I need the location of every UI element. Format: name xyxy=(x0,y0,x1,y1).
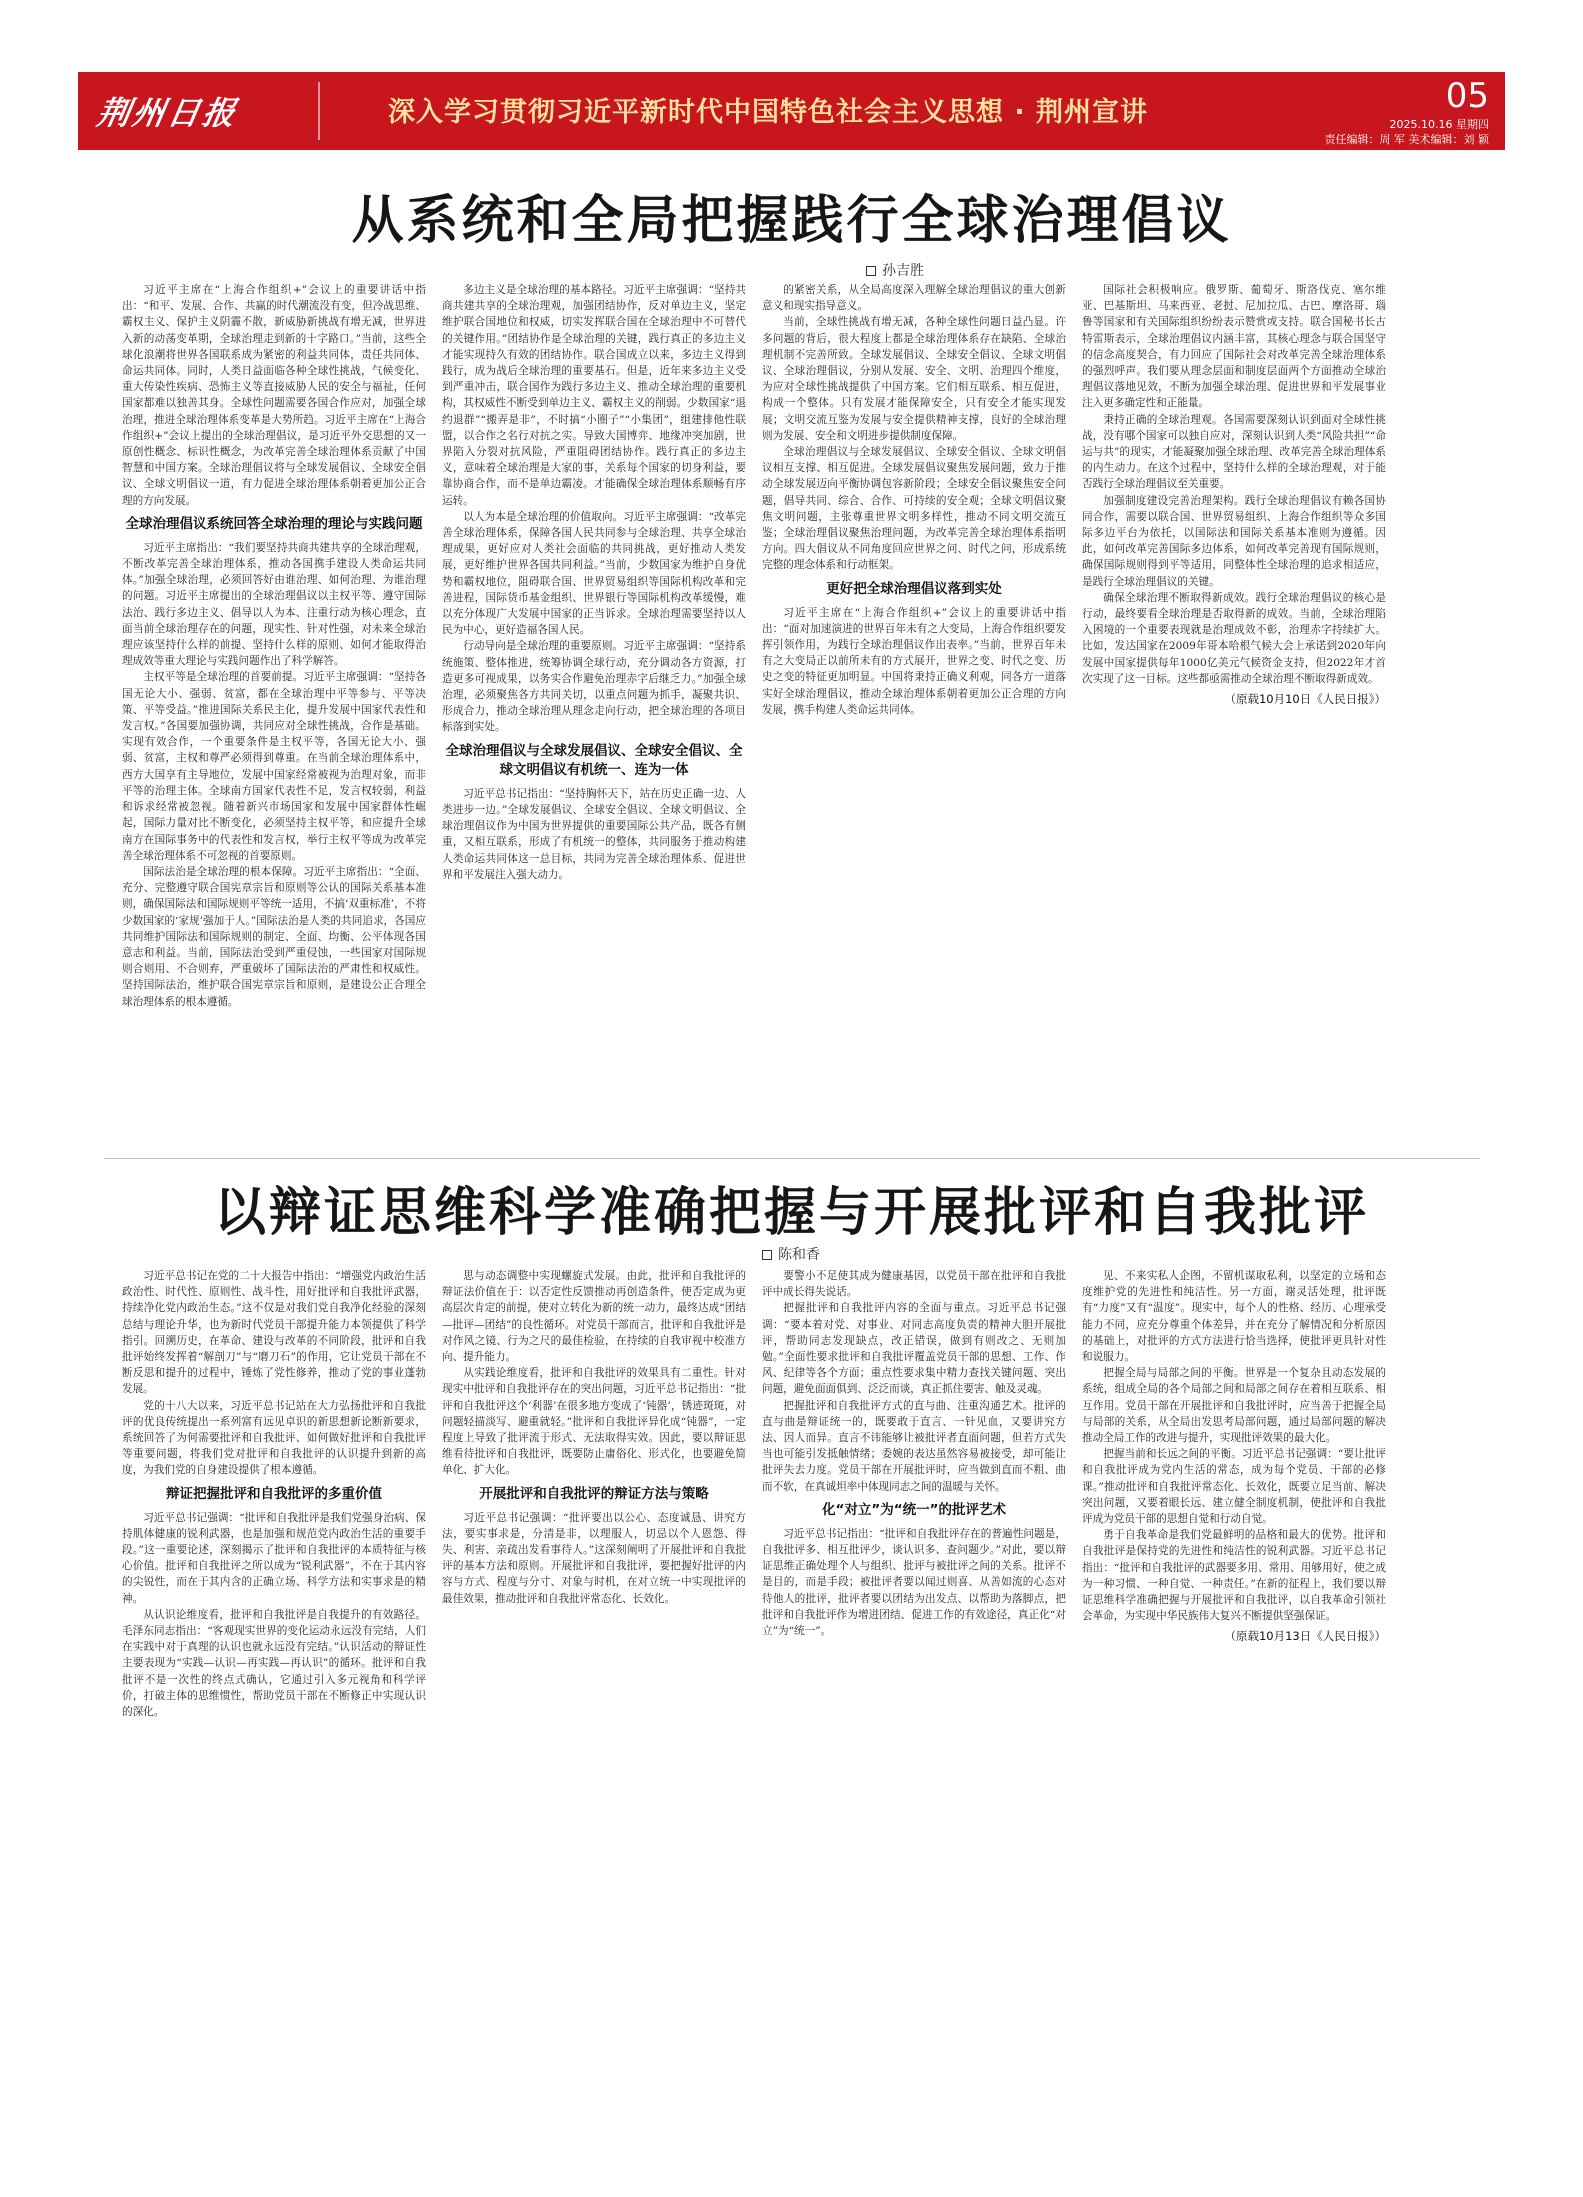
paragraph: 习近平总书记强调：“批评和自我批评是我们党强身治病、保持肌体健康的锐利武器，也是加强和规范党内政治生活的重要手段。”这一重要论述，深刻揭示了批评和自我批评的本质特征与核心价值。批评和自我批评之所以成为“锐利武器”，不在于其内容的尖锐性，而在于其内含的正确立场、科学方法和实事求是的精神。 xyxy=(122,1511,426,1605)
article-divider xyxy=(104,1158,1480,1159)
article1-source: （原载10月10日《人民日报》） xyxy=(1224,692,1386,707)
article2-column-3 xyxy=(762,1268,1066,2148)
byline-box-icon xyxy=(762,1250,772,1260)
paragraph: 习近平总书记在党的二十大报告中指出：“增强党内政治生活政治性、时代性、原则性、战斗性，用好批评和自我批评武器，持续净化党内政治生态。”这不仅是对我们党自我净化经验的深刻总结与理论升华，也为新时代党员干部提升能力本领提供了科学指引。回溯历史，在革命、建设与改革的不同阶段，批评和自我批评始终发挥着“解剖刀”与“磨刀石”的作用，它让党员干部在不断反思和提升的过程中，锤炼了党性修养，推动了党的事业蓬勃发展。 xyxy=(122,1270,426,1396)
issue-date: 2025.10.16 星期四 xyxy=(1389,118,1489,131)
article1-subhead-1: 全球治理倡议系统回答全球治理的理论与实践问题 xyxy=(125,515,423,532)
article1-column-4 xyxy=(1082,282,1386,1144)
paragraph: 见、不来实私人企图，不留机谋取私利，以坚定的立场和态度维护党的先进性和纯洁性。另一方面，谢灵活处理，批评既有“力度”又有“温度”。现实中，每个人的性格、经历、心理承受能力不同，应充分尊重个体差异，并在充分了解情况和分析原因的基础上，对批评的方式方法进行恰当选择，使批评更具针对性和说服力。 xyxy=(1082,1270,1386,1364)
paragraph: 全球治理倡议与全球发展倡议、全球安全倡议、全球文明倡议相互支撑、相互促进。全球发展倡议聚焦发展问题，致力于推动全球发展迈向平衡协调包容新阶段；全球安全倡议聚焦安全问题，倡导共同、综合、合作、可持续的安全观；全球文明倡议聚焦文明问题，主张尊重世界文明多样性，推动不同文明交流互鉴；全球治理倡议聚焦治理问题，为改革完善全球治理体系指明方向。四大倡议从不同角度回应世界之问、时代之问，形成系统完整的理念体系和行动框架。 xyxy=(762,446,1066,572)
article2-subhead-3: 化“对立”为“统一”的批评艺术 xyxy=(822,1501,1006,1518)
paragraph: 把握批评和自我批评方式的直与曲、注重沟通艺术。批评的直与曲是辩证统一的，既要敢于直言、一针见血，又要讲究方法、因人而异。直言不讳能够让被批评者直面问题，但若方式失当也可能引发抵触情绪；委婉的表达虽然容易被接受，却可能让批评失去力度。党员干部在开展批评时，应当做到直而不粗、曲而不软，在真诚坦率中体现同志之间的温暖与关怀。 xyxy=(762,1399,1066,1493)
paragraph: 的紧密关系，从全局高度深入理解全球治理倡议的重大创新意义和现实指导意义。 xyxy=(762,284,1066,313)
article1-headline: 从系统和全局把握践行全球治理倡议 xyxy=(351,190,1232,251)
article2-source: （原载10月13日《人民日报》） xyxy=(1224,1629,1386,1644)
paragraph: 行动导向是全球治理的重要原则。习近平主席强调：“坚持系统施策、整体推进，统筹协调全球行动，充分调动各方资源，打造更多可视成果，以务实合作避免治理赤字后继乏力。”加强全球治理，必须聚焦各方共同关切，以重点问题为抓手，凝聚共识、形成合力，推动全球治理从理念走向行动，把全球治理的各项目标落到实处。 xyxy=(442,640,746,734)
paragraph: 秉持正确的全球治理观。各国需要深刻认识到面对全球性挑战，没有哪个国家可以独自应对，深刻认识到人类“风险共担”“命运与共”的现实，才能凝聚加强全球治理、改革完善全球治理体系的内生动力。在这个过程中，坚持什么样的全球治理观，对于能否践行全球治理倡议至关重要。 xyxy=(1082,413,1386,491)
article1-byline xyxy=(866,260,924,280)
article2-column-2 xyxy=(442,1268,746,2148)
paragraph: 国际法治是全球治理的根本保障。习近平主席指出：“全面、充分、完整遵守联合国宪章宗旨和原则等公认的国际关系基本准则，确保国际法和国际规则平等统一适用，不搞‘双重标准’，不将少数国家的‘家规’强加于人。”国际法治是人类的共同追求，各国应共同维护国际法和国际规则的制定、全面、均衡、公平体现各国意志和利益。当前，国际法治受到严重侵蚀，一些国家对国际规则合则用、不合则弃，严重破坏了国际法治的严肃性和权威性。坚持国际法治，维护联合国宪章宗旨和原则，是建设公正合理全球治理体系的根本遵循。 xyxy=(122,865,426,1008)
paragraph: 把握全局与局部之间的平衡。世界是一个复杂且动态发展的系统，组成全局的各个局部之间和局部之间存在着相互联系、相互作用。党员干部在开展批评和自我批评时，应当善于把握全局与局部的关系，从全局出发思考局部问题，通过局部问题的解决推动全局工作的改进与提升，实现批评效果的最大化。 xyxy=(1082,1367,1386,1445)
paragraph: 勇于自我革命是我们党最鲜明的品格和最大的优势。批评和自我批评是保持党的先进性和纯洁性的锐利武器。习近平总书记指出：“批评和自我批评的武器要多用、常用、用够用好，使之成为一种习惯、一种自觉、一种责任。”在新的征程上，我们要以辩证思维科学准确把握与开展批评和自我批评，以自我革命引领社会革命，为实现中华民族伟大复兴不断提供坚强保证。 xyxy=(1082,1529,1386,1623)
article2-author: 陈和香 xyxy=(778,1247,820,1263)
article1-column-2 xyxy=(442,282,746,1144)
article1-column-3 xyxy=(762,282,1066,1144)
editor-credits: 责任编辑：周 军 美术编辑：刘 颖 xyxy=(1324,133,1489,146)
article1-author: 孙吉胜 xyxy=(882,263,924,279)
paragraph: 从实践论维度看，批评和自我批评的效果具有二重性。针对现实中批评和自我批评存在的突出问题，习近平总书记指出：“批评和自我批评这个‘利器’在很多地方变成了‘钝器’，锈迹斑斑，对问题轻描淡写、避重就轻。”批评和自我批评异化成“钝器”，一定程度上导致了批评流于形式、无法取得实效。因此，要以辩证思维看待批评和自我批评，既要防止庸俗化、形式化，也要避免简单化、扩大化。 xyxy=(442,1367,746,1477)
section-banner: 深入学习贯彻习近平新时代中国特色社会主义思想 · 荆州宣讲 xyxy=(388,97,1149,128)
paragraph: 当前，全球性挑战有增无减，各种全球性问题日益凸显。许多问题的背后，很大程度上都是全球治理体系存在缺陷、全球治理机制不完善所致。全球发展倡议、全球安全倡议、全球文明倡议、全球治理倡议，分别从发展、安全、文明、治理四个维度，为应对全球性挑战提供了中国方案。它们相互联系、相互促进，构成一个整体。只有发展才能保障安全，只有安全才能实现发展；文明交流互鉴为发展与安全提供精神支撑，良好的全球治理则为发展、安全和文明进步提供制度保障。 xyxy=(762,316,1066,442)
paragraph: 确保全球治理不断取得新成效。践行全球治理倡议的核心是行动，最终要看全球治理是否取得新的成效。当前，全球治理陷入困境的一个重要表现就是治理成效不彰，治理赤字持续扩大。比如，发达国家在2009年哥本哈根气候大会上承诺到2020年向发展中国家提供每年1000亿美元气候资金支持，但2022年才首次实现了这一目标。这些都亟需推动全球治理不断取得新成效。 xyxy=(1082,591,1386,685)
byline-box-icon xyxy=(866,266,876,276)
page-number: 05 xyxy=(1445,76,1489,116)
paragraph: 习近平总书记指出：“批评和自我批评存在的普遍性问题是，自我批评多、相互批评少，谈认识多、查问题少。”对此，要以辩证思维正确处理个人与组织、批评与被批评之间的关系。批评不是目的，而是手段；被批评者要以闻过则喜、从善如流的心态对待他人的批评，批评者要以团结为出发点、以帮助为落脚点，把批评和自我批评作为增进团结、促进工作的有效途径，真正化“对立”为“统一”。 xyxy=(762,1527,1066,1638)
paragraph: 习近平总书记强调：“批评要出以公心、态度诚恳、讲究方法，要实事求是，分清是非，以理服人，切忌以个人恩怨、得失、利害、亲疏出发看事待人。”这深刻阐明了开展批评和自我批评的基本方法和原则。开展批评和自我批评，要把握好批评的内容与方式、程度与分寸、对象与时机，在对立统一中实现批评的最佳效果，推动批评和自我批评常态化、长效化。 xyxy=(442,1511,746,1605)
article1-subhead-2: 全球治理倡议与全球发展倡议、全球安全倡议、全球文明倡议有机统一、连为一体 xyxy=(445,742,743,778)
article2-column-4 xyxy=(1082,1268,1386,2148)
paragraph: 多边主义是全球治理的基本路径。习近平主席强调：“坚持共商共建共享的全球治理观，加强团结协作，反对单边主义，坚定维护联合国地位和权威，切实发挥联合国在全球治理中不可替代的关键作用。”团结协作是全球治理的关键，践行真正的多边主义才能实现持久有效的团结协作。联合国成立以来，多边主义得到践行，成为战后全球治理的重要基石。但是，近年来多边主义受到严重冲击，联合国作为践行多边主义、推动全球治理的重要机构，其权威性不断受到单边主义、霸权主义的削弱。少数国家“退约退群”“搬弄是非”，不时搞“小圈子”“小集团”，组建排他性联盟，以合作之名行对抗之实。导致大国博弈、地缘冲突加剧，世界陷入分裂对抗风险，严重阻碍团结协作。践行真正的多边主义，意味着全球治理是大家的事，关系每个国家的切身利益，要靠协商合作，而不是单边霸凌。才能确保全球治理体系顺畅有序运转。 xyxy=(442,284,746,507)
paragraph: 把握当前和长远之间的平衡。习近平总书记强调：“要让批评和自我批评成为党内生活的常态，成为每个党员、干部的必修课。”推动批评和自我批评常态化、长效化，既要立足当前、解决突出问题，又要着眼长远、建立健全制度机制，使批评和自我批评成为党员干部的思想自觉和行动自觉。 xyxy=(1082,1448,1386,1526)
paragraph: 要警小不足使其成为健康基因，以党员干部在批评和自我批评中成长得失说话。 xyxy=(762,1270,1066,1299)
paragraph: 习近平主席指出：“我们要坚持共商共建共享的全球治理观，不断改革完善全球治理体系，推动各国携手建设人类命运共同体。”加强全球治理，必须回答好由谁治理、如何治理、为谁治理的问题。习近平主席提出的全球治理倡议以主权平等、遵守国际法治、践行多边主义、倡导以人为本、注重行动为核心理念，直面当前全球治理存在的问题，现实性、针对性强，对未来全球治理应该坚持什么样的前提、坚持什么样的原则、如何才能取得治理成效等重大理论与实践问题作出了科学解答。 xyxy=(122,541,426,668)
masthead xyxy=(78,72,1505,150)
paragraph: 主权平等是全球治理的首要前提。习近平主席强调：“坚持各国无论大小、强弱、贫富，都在全球治理中平等参与、平等决策、平等受益。”推进国际关系民主化，提升发展中国家代表性和发言权。”各国要加强协调，共同应对全球性挑战，合作是基础。实现有效合作，一个重要条件是主权平等，各国无论大小、强弱、贫富，主权和尊严必须得到尊重。在当前全球治理体系中，西方大国享有主导地位，发展中国家经常被视为治理对象，而非平等的治理主体。全球南方国家代表性不足，发言权较弱，利益和诉求经常被忽视。随着新兴市场国家和发展中国家群体性崛起，国际力量对比不断变化，必须坚持主权平等，和应提升全球南方在国际事务中的代表性和发言权，举行主权平等成为改革完善全球治理体系不可忽视的首要原则。 xyxy=(122,671,426,862)
newspaper-logo: 荆州日报 xyxy=(94,94,242,132)
masthead-divider xyxy=(318,82,320,140)
article2-subhead-1: 辩证把握批评和自我批评的多重价值 xyxy=(166,1485,382,1502)
article2-column-1 xyxy=(122,1268,426,2148)
paragraph: 习近平主席在“上海合作组织+”会议上的重要讲话中指出：“和平、发展、合作、共赢的时代潮流没有变，但冷战思维、霸权主义、保护主义阴霾不散，新威胁新挑战有增无减，世界进入新的动荡变革期，全球治理走到新的十字路口。”当前，这些全球化浪潮将世界各国联系成为紧密的利益共同体，责任共同体、命运共同体。同时，人类日益面临各种全球性挑战，气候变化、重大传染性疾病、恐怖主义等直接威胁人民的安全与福祉，任何国家都难以独善其身。全球性问题需要各国合作应对，加强全球治理，推进全球治理体系变革是大势所趋。习近平主席在“上海合作组织+”会议上提出的全球治理倡议，是习近平外交思想的又一原创性概念、标识性概念，为改革完善全球治理体系贡献了中国智慧和中国方案。全球治理倡议将与全球发展倡议、全球安全倡议、全球文明倡议一道，有力促进全球治理体系朝着更加公正合理的方向发展。 xyxy=(122,284,426,507)
paragraph: 思与动态调整中实现螺旋式发展。由此，批评和自我批评的辩证法价值在于：以否定性反馈推动再创造条件，使否定成为更高层次肯定的前提，使对立转化为新的统一动力，最终达成“团结—批评—团结”的良性循环。对党员干部而言，批评和自我批评是对作风之镜、行为之尺的最佳检验，在持续的自我审视中校准方向、提升能力。 xyxy=(442,1270,746,1364)
article2-subhead-2: 开展批评和自我批评的辩证方法与策略 xyxy=(479,1485,709,1502)
paragraph: 以人为本是全球治理的价值取向。习近平主席强调：“改革完善全球治理体系，保障各国人民共同参与全球治理、共享全球治理成果，更好应对人类社会面临的共同挑战，更好推动人类发展，更好维护世界各国共同利益。”当前，少数国家为维护自身优势和霸权地位，阻碍联合国、世界贸易组织等国际机构改革和完善进程，国际货币基金组织、世界银行等国际机构改革缓慢，难以充分体现广大发展中国家的正当诉求。全球治理需要坚持以人民为中心，更好造福各国人民。 xyxy=(442,510,746,637)
paragraph: 把握批评和自我批评内容的全面与重点。习近平总书记强调：“要本着对党、对事业、对同志高度负责的精神大胆开展批评，帮助同志发现缺点，改正错误，做到有则改之、无则加勉。”全面性要求批评和自我批评覆盖党员干部的思想、工作、作风、纪律等各个方面；重点性要求集中精力查找关键问题、突出问题，避免面面俱到、泛泛而谈，真正抓住要害、触及灵魂。 xyxy=(762,1302,1066,1396)
paragraph: 习近平总书记指出：“坚持胸怀天下，站在历史正确一边、人类进步一边。”全球发展倡议、全球安全倡议、全球文明倡议、全球治理倡议作为中国为世界提供的重要国际公共产品，既各有侧重，又相互联系，形成了有机统一的整体，共同服务于推动构建人类命运共同体这一总目标，共同为完善全球治理体系、促进世界和平发展注入强大动力。 xyxy=(442,787,746,881)
article2-byline xyxy=(762,1244,820,1264)
paragraph: 国际社会积极响应。俄罗斯、葡萄牙、斯洛伐克、塞尔维亚、巴基斯坦、马来西亚、老挝、尼加拉瓜、古巴、摩洛哥、瑙鲁等国家和有关国际组织纷纷表示赞赏或支持。联合国秘书长古特雷斯表示，全球治理倡议内涵丰富，其核心理念与联合国坚守的信念高度契合，有力回应了国际社会对改革完善全球治理体系的强烈呼声。我们要从理念层面和制度层面两个方面推动全球治理倡议落地见效，不断为加强全球治理、促进世界和平发展事业注入更多确定性和正能量。 xyxy=(1082,284,1386,410)
article1-column-1 xyxy=(122,282,426,1144)
paragraph: 加强制度建设完善治理架构。践行全球治理倡议有赖各国协同合作，需要以联合国、世界贸易组织、上海合作组织等众多国际多边平台为依托，以国际法和国际关系基本准则为遵循。因此，如何改革完善国际多边体系，如何改革完善现有国际规则，确保国际规则得到平等适用，同整体性全球治理的追求相适应，是践行全球治理倡议的关键。 xyxy=(1082,494,1386,588)
paragraph: 从认识论维度看，批评和自我批评是自我提升的有效路径。毛泽东同志指出：“客观现实世界的变化运动永远没有完结，人们在实践中对于真理的认识也就永远没有完结。”认识活动的辩证性主要表现为“实践—认识—再实践—再认识”的循环。批评和自我批评不是一次性的终点式确认，它通过引入多元视角和科学评价，打破主体的思维惯性，帮助党员干部在不断修正中实现认识的深化。 xyxy=(122,1608,426,1719)
article2-headline: 以辩证思维科学准确把握与开展批评和自我批评 xyxy=(213,1182,1369,1243)
paragraph: 党的十八大以来，习近平总书记站在大力弘扬批评和自我批评的优良传统提出一系列富有远见卓识的新思想新论断新要求，系统回答了为何需要批评和自我批评、如何做好批评和自我批评等重要问题，将我们党对批评和自我批评的认识提升到新的高度，为我们党的自身建设提供了根本遵循。 xyxy=(122,1399,426,1477)
paragraph: 习近平主席在“上海合作组织+”会议上的重要讲话中指出：“面对加速演进的世界百年未有之大变局，上海合作组织要发挥引领作用，为践行全球治理倡议作出表率。”当前，世界百年未有之大变局正以前所未有的方式展开，世界之变、时代之变、历史之变的特征更加明显。中国将秉持正确义利观，同各方一道落实好全球治理倡议，推动全球治理体系朝着更加公正合理的方向发展，携手构建人类命运共同体。 xyxy=(762,606,1066,716)
article1-subhead-3: 更好把全球治理倡议落到实处 xyxy=(826,580,1002,597)
